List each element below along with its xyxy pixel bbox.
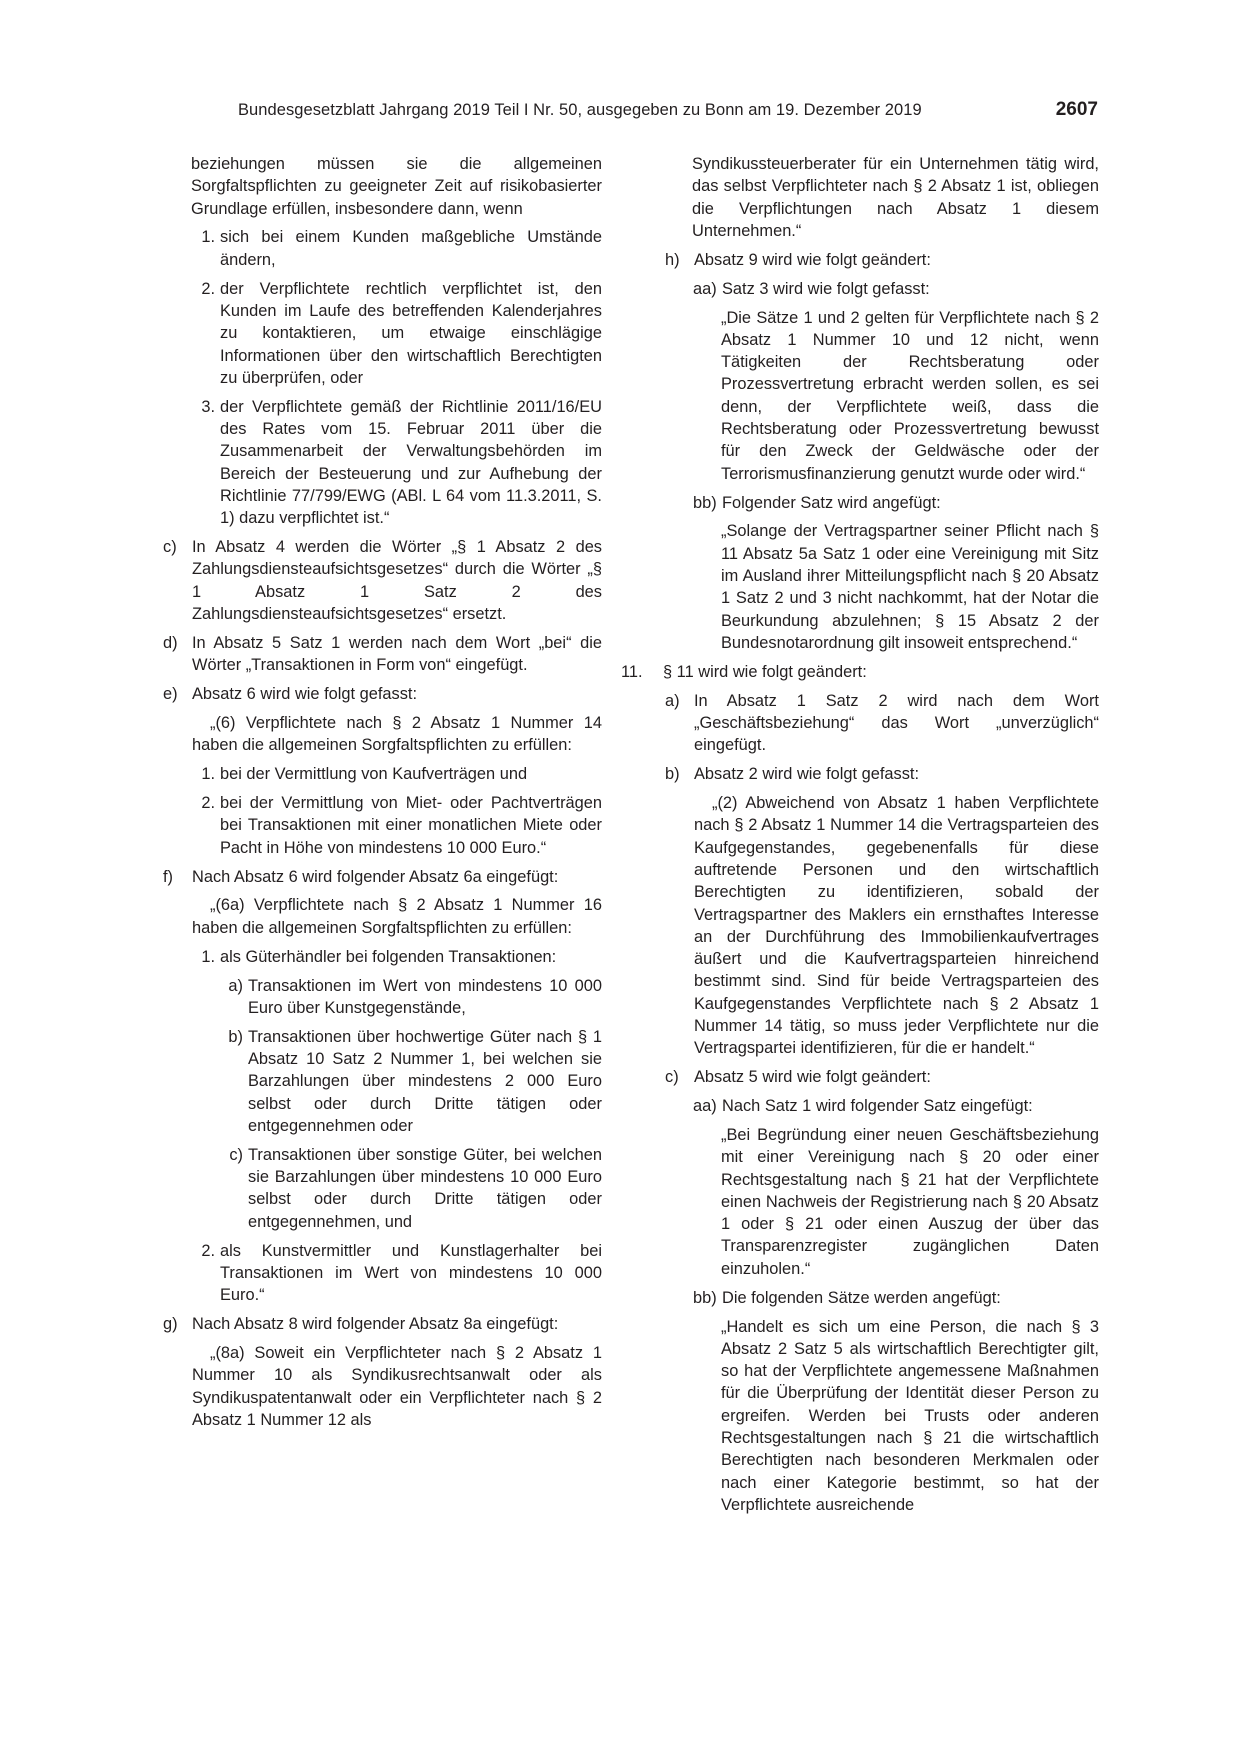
item-text: Nach Absatz 6 wird folgender Absatz 6a eingefügt: (192, 867, 559, 886)
item-text: In Absatz 4 werden die Wörter „§ 1 Absatz 2 des Zahlungsdiensteaufsichtsgesetzes“ durch die Wörter „§ 1 Absatz 1 Satz 2 des Zahlungsdiensteaufsichtsgesetzes“ ersetzt. (192, 538, 602, 624)
item-text: Transaktionen über hochwertige Güter nach § 1 Absatz 10 Satz 2 Nummer 1, bei welchen sie Barzahlungen über mindestens 2 000 Euro selbst oder durch Dritte tätigen oder entgegennehmen oder (248, 1027, 602, 1135)
item-label: 2. (201, 279, 215, 298)
item-text: Satz 3 wird wie folgt gefasst: (722, 279, 930, 298)
item-label: e) (163, 685, 178, 704)
quote-list (163, 946, 602, 1307)
item-label: b) (665, 765, 680, 784)
quote-paragraph: „(6) Verpflichtete nach § 2 Absatz 1 Nummer 14 haben die allgemeinen Sorgfaltspflichten zu erfüllen: (192, 713, 602, 755)
list-item (191, 278, 602, 389)
item-text: Absatz 5 wird wie folgt geändert: (694, 1068, 931, 1087)
list-item (693, 278, 1099, 300)
intro-paragraph: beziehungen müssen sie die allgemeinen Sorgfaltspflichten zu geeigneter Zeit auf risikobasierter Grundlage erfüllen, insbesondere dann, wenn (191, 155, 602, 218)
list-item (191, 763, 602, 785)
sub-list (191, 975, 602, 1233)
amendment-e (163, 683, 602, 705)
right-column (621, 153, 1099, 1523)
item-text: Absatz 6 wird wie folgt gefasst: (192, 685, 418, 704)
item-text: Nach Absatz 8 wird folgender Absatz 8a eingefügt: (192, 1315, 559, 1334)
amendment-h (637, 249, 1099, 654)
quote-paragraph: „Die Sätze 1 und 2 gelten für Verpflichtete nach § 2 Absatz 1 Nummer 10 und 12 nicht, wenn Tätigkeiten der Rechtsberatung oder Prozessvertretung erbracht werden sollen, es sei denn, der Verpflichtete weiß, dass die Rechtsberatung oder Prozessvertretung bewusst für den Zweck der Geldwäsche oder der Terrorismusfinanzierung genutzt wurde oder wird.“ (721, 308, 1099, 483)
item-label: 2. (201, 1241, 215, 1260)
list-item (665, 1066, 1099, 1088)
item-text: der Verpflichtete gemäß der Richtlinie 2011/16/EU des Rates vom 15. Februar 2011 über die Zusammenarbeit der Verwaltungsbehörden im Bereich der Besteuerung und zur Aufhebung der Richtlinie 77/799/EWG (ABl. L 64 vom 11.3.2011, S. 1) dazu verpflichtet ist.“ (220, 397, 602, 528)
amendment-g (163, 1313, 602, 1335)
item-text: § 11 wird wie folgt geändert: (663, 662, 867, 681)
item-text: bei der Vermittlung von Miet- oder Pachtverträgen bei Transaktionen mit einer monatlichen Miete oder Pacht in Höhe von mindestens 10 000 Euro.“ (220, 794, 602, 857)
list-item (219, 975, 602, 1020)
quote-paragraph: „Solange der Vertragspartner seiner Pflicht nach § 11 Absatz 5a Satz 1 oder eine Vereinigung mit Sitz im Ausland ihrer Mitteilungspflicht nach § 20 Absatz 1 Satz 2 und 3 nicht nachkommt, hat der Notar die Beurkundung abzulehnen; § 15 Absatz 2 der Bundesnotarordnung gilt insoweit entsprechend.“ (721, 522, 1099, 652)
item-label: a) (228, 976, 243, 995)
list-item (191, 396, 602, 530)
quote-paragraph: „(2) Abweichend von Absatz 1 haben Verpflichtete nach § 2 Absatz 1 Nummer 14 die Vertragsparteien des Kaufgegenstandes, gegebenenfalls für diese auftretende Personen und den wirtschaftlich Berechtigten zu identifizieren, sobald der Vertragspartner des Maklers ein ernsthaftes Interesse an der Durchführung des Immobilienkaufvertrages äußert und die Kaufvertragsparteien hinreichend bestimmt sind. Sind für beide Vertragsparteien des Kaufgegenstandes Verpflichtete nach § 2 Absatz 1 Nummer 14 tätig, so muss jeder Verpflichtete nur die Vertragspartei identifizieren, für die er handelt.“ (694, 794, 1099, 1058)
item-label: c) (229, 1145, 243, 1164)
item-label: a) (665, 691, 680, 710)
intro-list (163, 226, 602, 529)
amendment-d (163, 632, 602, 677)
list-item (219, 1144, 602, 1233)
quote-continuation: Syndikussteuerberater für ein Unternehmen tätig wird, das selbst Verpflichteter nach § 2 Absatz 1 ist, obliegen die Verpflichtungen nach Absatz 1 diesem Unternehmen.“ (692, 155, 1099, 240)
list-item (665, 763, 1099, 785)
quote-paragraph: „(6a) Verpflichtete nach § 2 Absatz 1 Nummer 16 haben die allgemeinen Sorgfaltspflichten zu erfüllen: (192, 896, 602, 937)
list-item (191, 226, 602, 271)
item-label: 1. (201, 765, 215, 784)
item-text: Die folgenden Sätze werden angefügt: (722, 1288, 1001, 1307)
quote-paragraph: „(8a) Soweit ein Verpflichteter nach § 2 Absatz 1 Nummer 10 als Syndikusrechtsanwalt oder als Syndikuspatentanwalt oder ein Verpflichteter nach § 2 Absatz 1 Nummer 12 als (192, 1343, 602, 1429)
list-item (191, 1240, 602, 1307)
item-text: Folgender Satz wird angefügt: (722, 493, 941, 512)
list-item (693, 1095, 1099, 1117)
item-text: Absatz 2 wird wie folgt gefasst: (694, 765, 920, 784)
item-text: Transaktionen im Wert von mindestens 10 000 Euro über Kunstgegenstände, (248, 976, 602, 1017)
item-text: Absatz 9 wird wie folgt geändert: (694, 250, 931, 269)
item-label: b) (228, 1027, 243, 1046)
list-item (219, 1026, 602, 1137)
item-label: 3. (201, 397, 215, 416)
amendment-11-items (637, 690, 1099, 1517)
item-label: c) (163, 538, 177, 557)
list-item (693, 1287, 1099, 1309)
running-title: Bundesgesetzblatt Jahrgang 2019 Teil I Nr. 50, ausgegeben zu Bonn am 19. Dezember 2019 (238, 101, 922, 119)
left-column (163, 153, 602, 1438)
item-label: g) (163, 1315, 178, 1334)
item-label: bb) (693, 493, 717, 512)
item-label: bb) (693, 1288, 717, 1307)
item-text: In Absatz 1 Satz 2 wird nach dem Wort „Geschäftsbeziehung“ das Wort „unverzüglich“ eingefügt. (694, 691, 1099, 755)
item-label: 1. (201, 228, 215, 247)
amendment-f (163, 866, 602, 888)
item-text: Transaktionen über sonstige Güter, bei welchen sie Barzahlungen über mindestens 10 000 Euro selbst oder durch Dritte tätigen oder entgegennehmen, und (248, 1145, 602, 1231)
page-number: 2607 (1055, 99, 1098, 120)
item-label: d) (163, 633, 178, 652)
item-text: als Güterhändler bei folgenden Transaktionen: (220, 947, 557, 966)
item-text: Nach Satz 1 wird folgender Satz eingefügt: (722, 1097, 1033, 1116)
list-item (693, 492, 1099, 514)
amendment-11 (621, 661, 1099, 683)
item-label: aa) (693, 1097, 717, 1116)
item-text: bei der Vermittlung von Kaufverträgen und (220, 765, 528, 784)
list-item (191, 946, 602, 968)
item-label: f) (163, 867, 174, 886)
item-text: In Absatz 5 Satz 1 werden nach dem Wort „bei“ die Wörter „Transaktionen in Form von“ eingefügt. (192, 633, 602, 675)
quote-list (163, 763, 602, 859)
item-text: sich bei einem Kunden maßgebliche Umstände ändern, (220, 228, 602, 269)
item-label: c) (665, 1068, 679, 1087)
amendment-c (163, 536, 602, 625)
item-label: aa) (693, 279, 717, 298)
quote-paragraph: „Bei Begründung einer neuen Geschäftsbeziehung mit einer Vereinigung nach § 20 oder einer Rechtsgestaltung nach § 21 hat der Verpflichtete einen Nachweis der Registrierung nach § 20 Absatz 1 oder § 21 oder einen Auszug der über das Transparenzregister zugänglichen Daten einzuholen.“ (721, 1126, 1099, 1278)
page-header (238, 99, 1098, 123)
item-label: 1. (201, 947, 215, 966)
quote-paragraph: „Handelt es sich um eine Person, die nach § 3 Absatz 2 Satz 5 als wirtschaftlich Berechtigter gilt, so hat der Verpflichtete angemessene Maßnahmen für die Überprüfung der Identität dieser Person zu ergreifen. Werden bei Trusts oder anderen Rechtsgestaltungen nach § 21 die wirtschaftlich Berechtigten nach besonderen Merkmalen oder nach einer Kategorie bestimmt, so hat der Verpflichtete ausreichende (721, 1317, 1099, 1514)
sub-list (665, 1095, 1099, 1516)
item-text: der Verpflichtete rechtlich verpflichtet ist, den Kunden im Laufe des betreffenden Kalenderjahres zu kontaktieren, um etwaige einschlägige Informationen über den wirtschaftlich Berechtigten zu überprüfen, oder (220, 279, 602, 387)
list-item (191, 792, 602, 859)
list-item (665, 249, 1099, 271)
item-label: h) (665, 250, 680, 269)
item-text: als Kunstvermittler und Kunstlagerhalter bei Transaktionen im Wert von mindestens 10 000 Euro.“ (220, 1241, 602, 1305)
item-label: 11. (621, 662, 643, 681)
item-label: 2. (201, 794, 215, 813)
list-item (665, 690, 1099, 757)
sub-list (665, 278, 1099, 655)
